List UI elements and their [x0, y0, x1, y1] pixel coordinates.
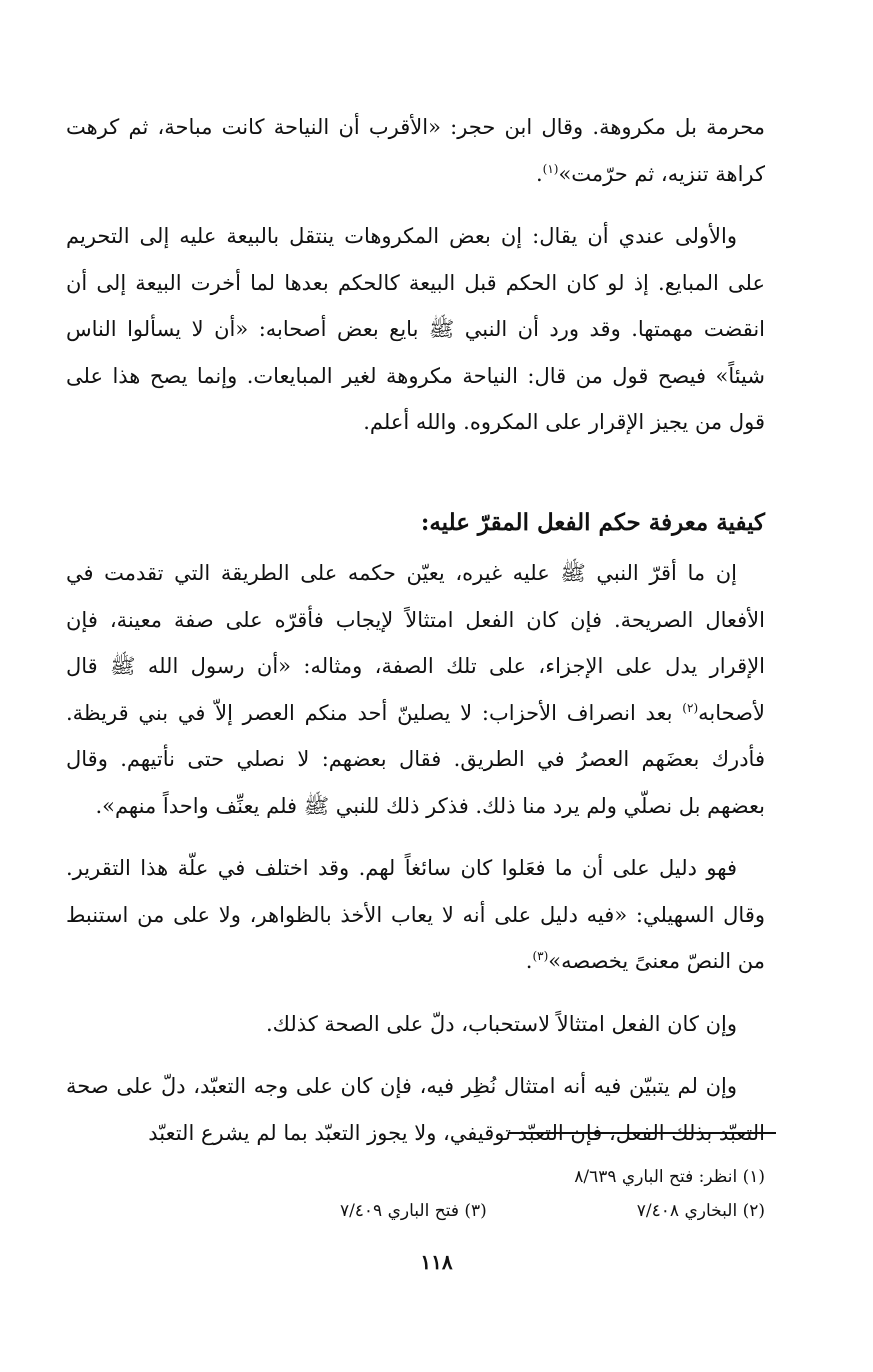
paragraph-2	[66, 213, 765, 446]
section-paragraph-1-post: بعد انصراف الأحزاب: لا يصلينّ أحد منكم العصر إلاّ في بني قريظة. فأدرك بعضَهم العصرُ في الطريق. فقال بعضهم: لا نصلي حتى نأتيهم. وقال بعضهم بل نصلّي ولم يرد منا ذلك. فذكر ذلك للنبي ﷺ فلم يعنِّف واحداً منهم».	[66, 700, 765, 818]
section-heading: كيفية معرفة حكم الفعل المقرّ عليه:	[420, 508, 765, 536]
page-number: ١١٨	[420, 1250, 453, 1274]
section-paragraph-4	[66, 1063, 765, 1156]
section-paragraph-3-pre: وإن كان الفعل امتثالاً لاستحباب، دلّ على الصحة كذلك.	[265, 1011, 737, 1036]
section-paragraph-2	[66, 845, 765, 985]
section-paragraph-3	[66, 1001, 765, 1048]
footnote-ref-1: (١)	[542, 161, 559, 176]
main-text	[66, 104, 765, 1172]
footnote-ref-3: (٣)	[532, 949, 549, 963]
section-paragraph-1	[66, 550, 765, 829]
paragraph-1-text: محرمة بل مكروهة. وقال ابن حجر: «الأقرب أن النياحة كانت مباحة، ثم كرهت كراهة تنزيه، ثم حرّمت»	[66, 115, 765, 186]
section-paragraph-1-pre: إن ما أقرّ النبي ﷺ عليه غيره، يعيّن حكمه على الطريقة التي تقدمت في الأفعال الصريحة. فإن كان الفعل امتثالاً لإيجاب فأقرّه على صفة معينة، فإن الإقرار يدل على الإجزاء، على تلك الصفة، ومثاله: «أن رسول الله ﷺ قال لأصحابه	[66, 561, 765, 725]
footnote-2: (٢) البخاري ٧/٤٠٨	[636, 1201, 765, 1221]
footnote-row-2	[180, 1194, 765, 1228]
paragraph-1-tail: .	[535, 161, 543, 186]
paragraph-2-text: والأولى عندي أن يقال: إن بعض المكروهات ينتقل بالبيعة عليه إلى التحريم على المبايع. إذ لو كان الحكم قبل البيعة كالحكم بعدها لما أخرت البيعة إلى أن انقضت مهمتها. وقد ورد أن النبي ﷺ بايع بعض أصحابه: «أن لا يسألوا الناس شيئاً» فيصح قول من قال: النياحة مكروهة لغير المبايعات. وإنما يصح هذا على قول من يجيز الإقرار على المكروه. والله أعلم.	[66, 224, 765, 434]
paragraph-1	[66, 104, 765, 197]
section-paragraph-2-post: .	[525, 949, 533, 973]
section-paragraph-4-pre: وإن لم يتبيّن فيه أنه امتثال نُظِر فيه، فإن كان على وجه التعبّد، دلّ على صحة التعبّد بذلك الفعل، فإن التعبّد توقيفي، ولا يجوز التعبّد بما لم يشرع التعبّد	[66, 1074, 765, 1145]
footnote-divider	[508, 1132, 776, 1134]
footnote-ref-2: (٢)	[682, 700, 699, 715]
footnotes	[180, 1160, 765, 1228]
section-paragraph-2-pre: فهو دليل على أن ما فعَلوا كان سائغاً لهم. وقد اختلف في علّة هذا التقرير. وقال السهيلي: «فيه دليل على أنه لا يعاب الأخذ بالظواهر، ولا على من استنبط من النصّ معنىً يخصصه»	[66, 856, 765, 973]
footnote-1: (١) انظر: فتح الباري ٨/٦٣٩	[574, 1167, 765, 1187]
footnote-3: (٣) فتح الباري ٧/٤٠٩	[339, 1201, 487, 1221]
